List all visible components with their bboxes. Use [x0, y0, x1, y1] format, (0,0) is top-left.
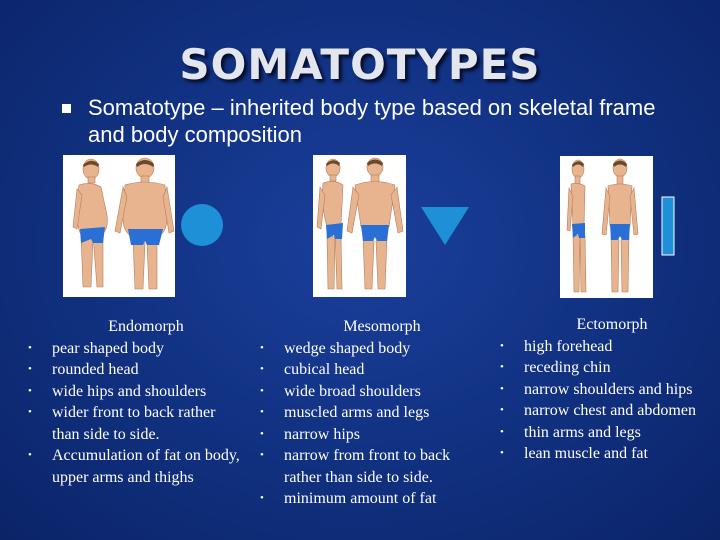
mesomorph-title: Mesomorph [343, 318, 421, 335]
definition-text: Somatotype – inherited body type based on skeletal frame and body composition [88, 95, 656, 147]
list-item: • narrow from front to back rather than side to side. [260, 445, 480, 488]
list-item: • thin arms and legs [500, 422, 700, 444]
ectomorph-title: Ectomorph [576, 316, 648, 333]
triangle-shape-icon [420, 206, 470, 251]
list-item: • minimum amount of fat [260, 488, 480, 510]
list-item: • Accumulation of fat on body, upper arms and thighs [28, 445, 240, 488]
list-item: • narrow chest and abdomen [500, 400, 700, 422]
bullet-icon [62, 104, 71, 113]
list-item: • wider front to back rather than side to side. [28, 402, 240, 445]
ectomorph-figure-image [560, 156, 653, 298]
list-item: • receding chin [500, 357, 700, 379]
ectomorph-trait-list [500, 336, 700, 465]
rectangle-shape-icon [661, 196, 675, 261]
list-item: • wide hips and shoulders [28, 381, 240, 403]
slide-title: SOMATOTYPES [179, 40, 541, 89]
circle-shape-icon [180, 203, 224, 252]
list-item: • high forehead [500, 336, 700, 358]
mesomorph-column [260, 316, 480, 510]
endomorph-column [28, 316, 240, 488]
endomorph-trait-list [28, 338, 240, 489]
list-item: • lean muscle and fat [500, 443, 700, 465]
list-item: • cubical head [260, 359, 480, 381]
mesomorph-trait-list [260, 338, 480, 510]
list-item: • muscled arms and legs [260, 402, 480, 424]
ectomorph-column [500, 314, 700, 465]
endomorph-title: Endomorph [108, 318, 184, 335]
list-item: • narrow shoulders and hips [500, 379, 700, 401]
list-item: • narrow hips [260, 424, 480, 446]
list-item: • wide broad shoulders [260, 381, 480, 403]
endomorph-figure-image [63, 155, 175, 297]
list-item: • pear shaped body [28, 338, 240, 360]
list-item: • wedge shaped body [260, 338, 480, 360]
list-item: • rounded head [28, 359, 240, 381]
mesomorph-figure-image [313, 155, 406, 297]
